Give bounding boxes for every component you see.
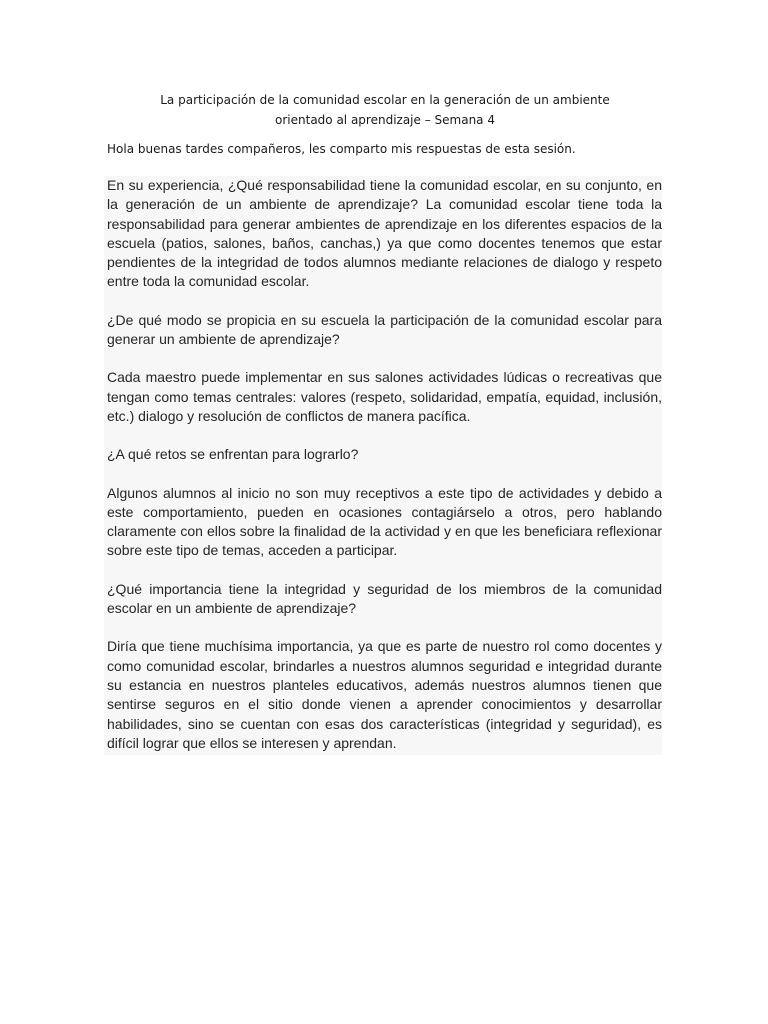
question-paragraph: ¿A qué retos se enfrentan para lograrlo? [107,446,359,463]
answers-block [104,176,662,755]
answer-paragraph: En su experiencia, ¿Qué responsabilidad tiene la comunidad escolar, en su conjunto, en la generación de un ambiente de aprendizaje? La comunidad escolar tiene toda la responsabilidad para generar ambientes de aprendizaje en los diferentes espacios de la escuela (patios, salones, baños, canchas,) ya que como docentes tenemos que estar pendientes de la integridad de todos alumnos mediante relaciones de dialogo y respeto entre toda la comunidad escolar. [107,177,662,290]
greeting-text: Hola buenas tardes compañeros, les comparto mis respuestas de esta sesión. [107,142,576,156]
answer-paragraph: Algunos alumnos al inicio no son muy receptivos a este tipo de actividades y debido a este comportamiento, pueden en ocasiones contagiárselo a otros, pero hablando claramente con ellos sobre la finalidad de la actividad y en que les beneficiara reflexionar sobre este tipo de temas, acceden a participar. [107,484,662,559]
document-title: La participación de la comunidad escolar en la generación de un ambiente orientado al aprendizaje – Semana 4 [160,93,610,127]
answer-paragraph: Diría que tiene muchísima importancia, ya que es parte de nuestro rol como docentes y como comunidad escolar, brindarles a nuestros alumnos seguridad e integridad durante su estancia en nuestros planteles educativos, además nuestros alumnos tienen que sentirse seguros en el sitio donde vienen a aprender conocimientos y desarrollar habilidades, sino se cuentan con esas dos características (integridad y seguridad), es difícil lograr que ellos se interesen y aprendan. [107,638,662,751]
question-paragraph: ¿Qué importancia tiene la integridad y seguridad de los miembros de la comunidad escolar en un ambiente de aprendizaje? [107,580,662,617]
question-paragraph: ¿De qué modo se propicia en su escuela la participación de la comunidad escolar para generar un ambiente de aprendizaje? [107,311,662,348]
answer-paragraph: Cada maestro puede implementar en sus salones actividades lúdicas o recreativas que tengan como temas centrales: valores (respeto, solidaridad, empatía, equidad, inclusión, etc.) dialogo y resolución de conflictos de manera pacífica. [107,369,662,424]
